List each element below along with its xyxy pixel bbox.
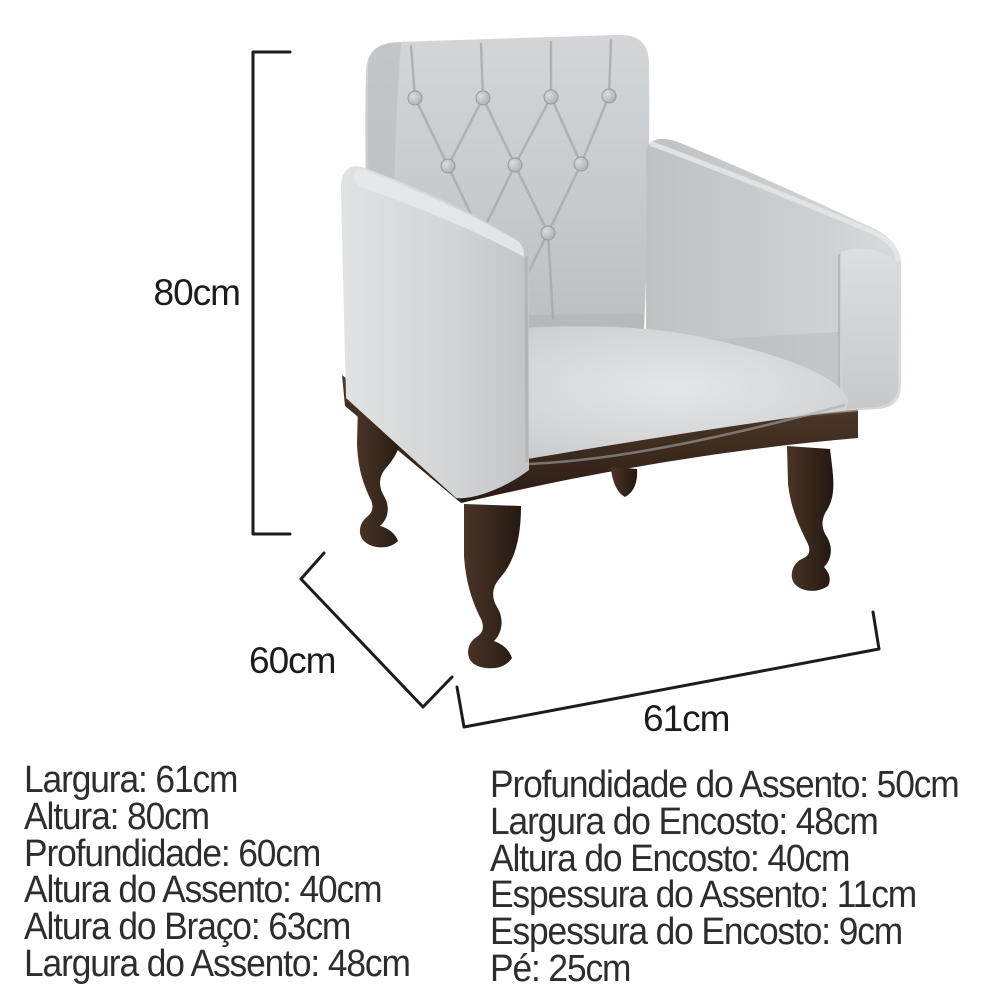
spec-line-largura-assento: Largura do Assento: 48cm <box>24 942 410 985</box>
spec-line-altura: Altura: 80cm <box>24 795 209 838</box>
spec-line-largura-encosto: Largura do Encosto: 48cm <box>490 800 878 843</box>
front-left-leg <box>464 504 521 668</box>
spec-line-espessura-encosto: Espessura do Encosto: 9cm <box>490 911 903 954</box>
spec-line-altura-assento: Altura do Assento: 40cm <box>24 869 382 912</box>
spec-line-profundidade-assento: Profundidade do Assento: 50cm <box>490 764 959 806</box>
height-dimension-line <box>253 52 290 534</box>
spec-line-largura: Largura: 61cm <box>24 759 238 801</box>
spec-line-altura-encosto: Altura do Encosto: 40cm <box>490 837 850 880</box>
spec-line-pe: Pé: 25cm <box>490 947 631 990</box>
width-dimension-label: 61cm <box>643 698 730 739</box>
right-arm-front-cap <box>841 249 898 409</box>
left-arm-inner-seam <box>526 256 527 462</box>
height-dimension-label: 80cm <box>153 272 240 313</box>
front-right-leg <box>787 446 833 591</box>
depth-dimension-label: 60cm <box>249 640 336 681</box>
spec-line-altura-braco: Altura do Braço: 63cm <box>24 906 351 949</box>
back-right-leg <box>611 467 637 497</box>
chair <box>341 35 901 668</box>
spec-list-left <box>24 759 410 985</box>
spec-line-profundidade: Profundidade: 60cm <box>24 832 321 875</box>
spec-list-right <box>490 764 959 990</box>
spec-line-espessura-assento: Espessura do Assento: 11cm <box>490 874 917 917</box>
depth-dimension-line <box>301 553 452 707</box>
